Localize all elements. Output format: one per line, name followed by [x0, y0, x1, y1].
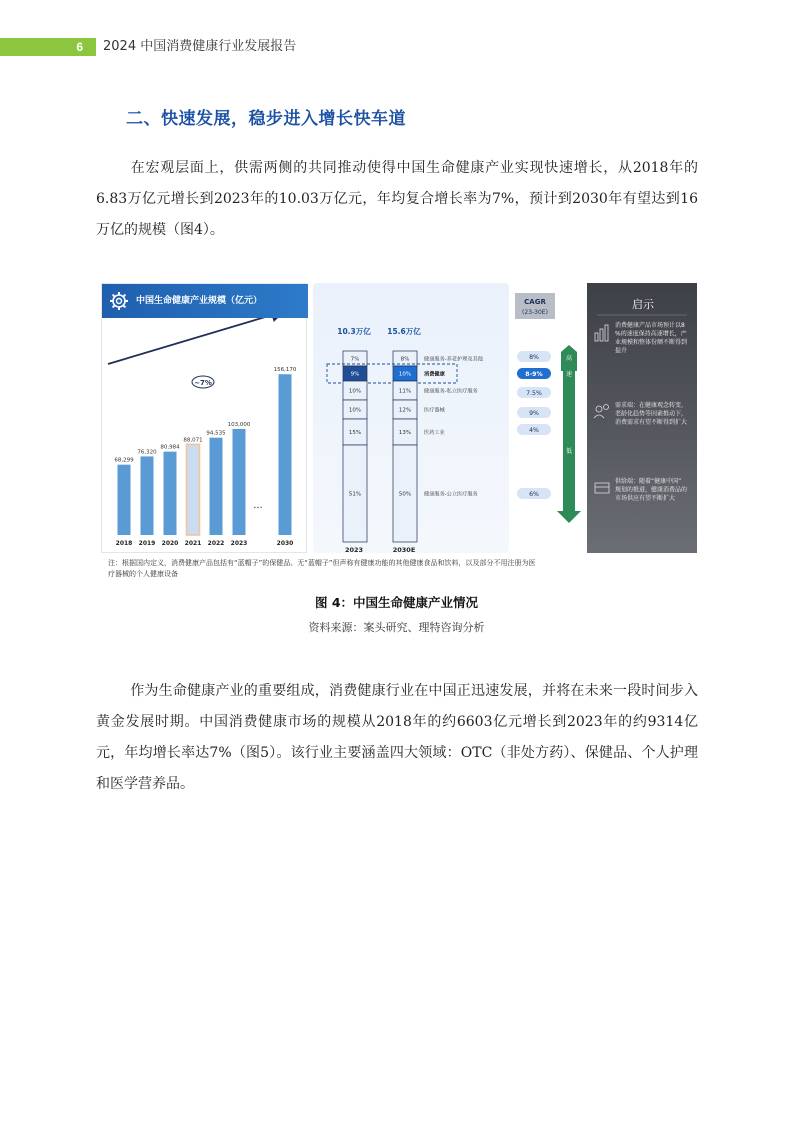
structure-stacked-chart: [313, 283, 509, 553]
cagr-header: CAGR: [524, 298, 546, 306]
x-tick-2023: 2023: [230, 540, 248, 547]
report-title: 2024 中国消费健康行业发展报告: [103, 39, 297, 54]
cagr-pill-value-2: 7.5%: [526, 390, 542, 397]
bar-value-2018: 68,299: [114, 457, 134, 464]
structure-panel: [313, 283, 509, 553]
bar-2018: [118, 465, 131, 535]
bar-2019: [141, 456, 154, 535]
cagr-pill-value-0: 8%: [529, 354, 539, 361]
page-header: [0, 38, 793, 58]
growth-arrow-shaft: [563, 371, 575, 511]
speed-high-label-2: 速: [565, 371, 573, 378]
bar-2030: [279, 374, 292, 535]
figure-caption: 图 4：中国生命健康产业情况: [314, 595, 479, 610]
bar-value-2023: 103,000: [227, 421, 251, 428]
seg-2023-value-1: 9%: [350, 371, 360, 378]
insight-text-1: 消费健康产品市场预计以8 %的速度保持高速增长，产业规模和整体份额不断得到提升: [615, 322, 688, 355]
gear-icon: [109, 291, 129, 311]
x-tick-2018: 2018: [115, 540, 133, 547]
insights-panel: [587, 283, 697, 553]
figure-4: [101, 283, 697, 553]
seg-label-1: 消费健康: [424, 371, 445, 378]
box-icon: [595, 483, 609, 493]
x-tick-2019: 2019: [138, 540, 156, 547]
panel-title: 中国生命健康产业规模（亿元）: [136, 296, 263, 306]
speed-high-label-1: 高: [565, 355, 573, 362]
seg-2023-value-0: 7%: [350, 356, 360, 363]
seg-2030-value-4: 13%: [398, 430, 412, 436]
seg-2023-value-4: 15%: [348, 430, 362, 436]
figure-note: [108, 558, 688, 580]
growth-arrow-head: [557, 511, 581, 523]
seg-label-2: 健康服务-私立医疗服务: [424, 388, 478, 395]
paragraph-consumer-health: 作为生命健康产业的重要组成，消费健康行业在中国正迅速发展，并将在未来一段时间步入黄金发展时期。中国消费健康市场的规模从2018年的约6603亿元增长到2023年的约9314亿元，年均增长率达7%（图5）。该行业主要涵盖四大领域：OTC（非处方药）、保健品、个人护理和医学营养品。: [96, 683, 698, 792]
x-tick-2030: 2030: [276, 540, 294, 547]
seg-2030-value-5: 50%: [398, 491, 412, 498]
seg-2023-value-5: 51%: [348, 491, 362, 498]
people-icon: [594, 405, 609, 419]
seg-2030-value-2: 11%: [398, 388, 412, 395]
bar-2021: [187, 444, 200, 535]
paragraph-intro: 在宏观层面上，供需两侧的共同推动使得中国生命健康产业实现快速增长，从2018年的6.83万亿元增长到2023年的10.03万亿元，年均复合增长率为7%，预计到2030年有望达到16万亿的规模（图4）。: [96, 160, 698, 238]
industry-size-panel: [101, 283, 307, 553]
bar-value-2020: 80,984: [160, 444, 180, 451]
cagr-pill-value-5: 6%: [529, 491, 539, 498]
seg-label-5: 健康服务-公立医疗服务: [424, 491, 478, 498]
insights-title: 启示: [632, 298, 654, 311]
panel-header: [102, 284, 308, 318]
bar-value-2019: 76,320: [137, 449, 157, 456]
x-tick-2020: 2020: [161, 540, 179, 547]
cagr-pill-value-1: 8-9%: [525, 371, 543, 378]
seg-2023-value-3: 10%: [348, 407, 362, 414]
bar-value-2030: 156,170: [273, 367, 297, 374]
section-title: 二、快速发展，稳步进入增长快车道: [126, 109, 406, 129]
insights-graphic: [587, 283, 697, 553]
col-2023-label: 2023: [344, 546, 364, 553]
seg-2030-value-3: 12%: [398, 407, 412, 414]
trend-arrow: [108, 318, 282, 364]
cagr-pill-value-3: 9%: [529, 410, 539, 417]
seg-2030-value-0: 8%: [400, 356, 410, 363]
cagr-pill-value-4: 4%: [529, 427, 539, 434]
seg-2023-value-2: 10%: [348, 388, 362, 395]
seg-label-3: 医疗器械: [424, 407, 445, 414]
x-tick-2022: 2022: [207, 540, 225, 547]
col-2030-label: 2030E: [392, 546, 416, 553]
total-2030: 15.6万亿: [387, 327, 421, 336]
insight-text-3: 供给端：随着“健康中国”规划的推进，健康消费品的市场供应有望不断扩大: [615, 478, 688, 502]
bar-value-2022: 94,535: [206, 430, 226, 437]
x-tick-2021: 2021: [184, 540, 202, 547]
figure-source: 资料来源：案头研究、理特咨询分析: [308, 621, 485, 634]
speed-low-label: 低: [565, 448, 573, 455]
bar-2023: [233, 429, 246, 535]
cagr-sub: (23-30E): [522, 309, 548, 316]
cagr-column: [509, 283, 589, 553]
seg-label-0: 健康服务-养老护理及其他: [424, 356, 483, 363]
seg-2030-value-1: 10%: [398, 371, 412, 378]
bar-value-2021: 88,071: [183, 437, 203, 444]
page-number: 6: [76, 40, 83, 54]
insight-text-2: 需求端：在健康观念转变、老龄化趋势等因素推动下，消费需求有望不断得到扩大: [615, 402, 688, 426]
bar-2022: [210, 438, 223, 535]
total-2023: 10.3万亿: [337, 327, 371, 336]
figure-note-line-2: 疗器械的个人健康设备: [108, 570, 178, 578]
bar-chart-icon: [595, 325, 608, 341]
industry-size-bar-chart: [102, 318, 308, 554]
cagr-bubble-label: ~7%: [194, 379, 212, 387]
bar-2020: [164, 452, 177, 535]
ellipsis: ...: [253, 500, 263, 511]
figure-note-line-1: 注：根据国内定义，消费健康产品包括有“蓝帽子”的保健品、无“蓝帽子”但声称有健康功能的其他健康食品和饮料，以及部分不用注册为医: [108, 559, 536, 567]
seg-label-4: 医药工业: [424, 430, 445, 436]
